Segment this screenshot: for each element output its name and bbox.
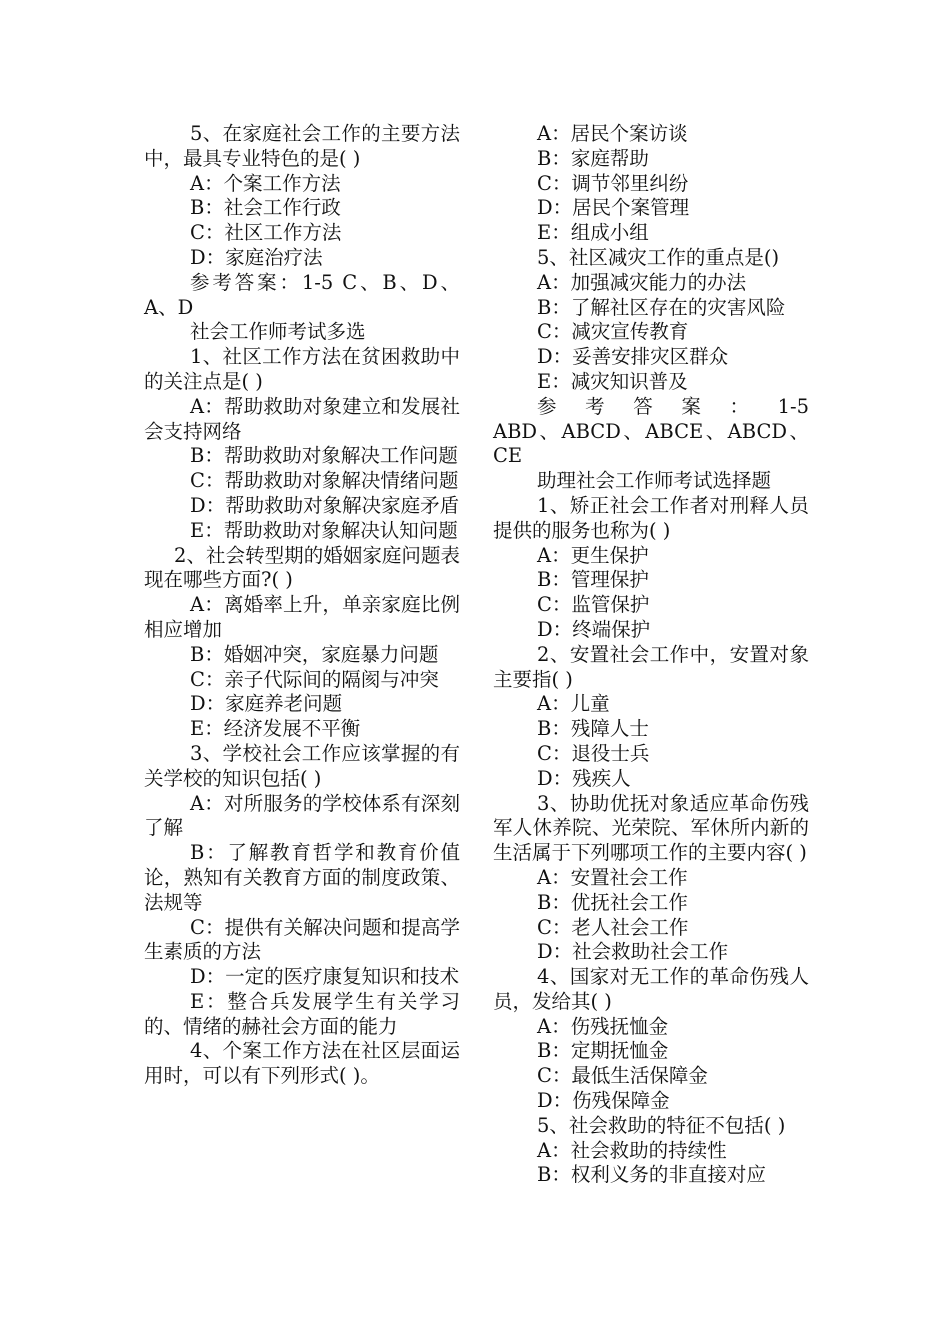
- left-column-paragraph: 1、社区工作方法在贫困救助中的关注点是( ): [144, 345, 460, 393]
- right-column-paragraph: 3、协助优抚对象适应革命伤残军人休养院、光荣院、军休所内新的生活属于下列哪项工作的主要内容( ): [493, 791, 809, 865]
- right-column-paragraph: A：儿童: [537, 692, 610, 716]
- left-column-paragraph: B：帮助救助对象解决工作问题: [190, 444, 458, 468]
- right-column-paragraph: E：减灾知识普及: [537, 369, 688, 393]
- right-column-paragraph: 2、安置社会工作中，安置对象主要指( ): [493, 642, 809, 691]
- left-column-paragraph: B：了解教育哲学和教育价值论，熟知有关教育方面的制度政策、法规等: [144, 841, 460, 914]
- right-column-paragraph: A：安置社会工作: [537, 865, 688, 889]
- left-column-paragraph: C：帮助救助对象解决情绪问题: [190, 469, 459, 493]
- left-column-paragraph: D：一定的医疗康复知识和技术: [190, 965, 460, 989]
- right-column-paragraph: 4、国家对无工作的革命伤残人员，发给其( ): [493, 965, 809, 1013]
- right-column-paragraph: A：伤残抚恤金: [537, 1014, 669, 1038]
- left-column-paragraph: A：个案工作方法: [190, 171, 341, 195]
- right-column-paragraph: B：优抚社会工作: [537, 890, 688, 914]
- left-column-paragraph: B：婚姻冲突，家庭暴力问题: [190, 642, 439, 666]
- right-column-paragraph: D：残疾人: [537, 766, 631, 790]
- left-column-paragraph: 4、个案工作方法在社区层面运用时，可以有下列形式( )。: [144, 1039, 460, 1088]
- left-column-paragraph: C：社区工作方法: [190, 221, 342, 245]
- left-column-paragraph: D：家庭治疗法: [190, 245, 323, 269]
- right-column-paragraph: D：社会救助社会工作: [537, 940, 729, 964]
- left-column-paragraph: E：整合兵发展学生有关学习的、情绪的赫社会方面的能力: [144, 989, 460, 1038]
- left-column-paragraph: 3、学校社会工作应该掌握的有关学校的知识包括( ): [144, 741, 460, 790]
- left-column-paragraph: C：亲子代际间的隔阂与冲突: [190, 667, 439, 691]
- right-column-paragraph: D：终端保护: [537, 617, 651, 641]
- right-column-paragraph: C：退役士兵: [537, 741, 650, 765]
- left-column-paragraph: 参考答案：1-5 C、B、D、A、D: [144, 270, 460, 319]
- right-column-paragraph: B：家庭帮助: [537, 146, 649, 170]
- right-column-paragraph: C：减灾宣传教育: [537, 320, 689, 344]
- left-column-paragraph: A：帮助救助对象建立和发展社会支持网络: [144, 394, 460, 443]
- left-column-paragraph: E：帮助救助对象解决认知问题: [190, 518, 458, 542]
- left-column-paragraph: 2、社会转型期的婚姻家庭问题表现在哪些方面?( ): [144, 543, 460, 592]
- right-column-paragraph: B：了解社区存在的灾害风险: [537, 295, 786, 319]
- left-column-paragraph: B：社会工作行政: [190, 196, 341, 220]
- right-column-paragraph: B：管理保护: [537, 568, 649, 592]
- right-column-paragraph: A：社会救助的持续性: [537, 1138, 727, 1162]
- right-column-paragraph: 5、社区减灾工作的重点是(): [537, 245, 780, 269]
- left-column-paragraph: 社会工作师考试多选: [190, 320, 366, 344]
- right-column-paragraph: 参考答案：1-5: [537, 394, 809, 418]
- right-column-paragraph: C：监管保护: [537, 593, 650, 617]
- right-column-paragraph: 5、社会救助的特征不包括( ): [537, 1113, 786, 1137]
- left-column-paragraph: C：提供有关解决问题和提高学生素质的方法: [144, 915, 460, 964]
- left-column-paragraph: 5、在家庭社会工作的主要方法中，最具专业特色的是( ): [144, 122, 460, 170]
- right-column-paragraph: 1、矫正社会工作者对刑释人员提供的服务也称为( ): [493, 493, 809, 542]
- right-column: [493, 122, 809, 1188]
- right-column-paragraph: A：居民个案访谈: [537, 122, 688, 145]
- right-column-paragraph: B：残障人士: [537, 717, 649, 741]
- left-column-paragraph: A：离婚率上升，单亲家庭比例相应增加: [144, 593, 460, 641]
- left-column-paragraph: D：帮助救助对象解决家庭矛盾: [190, 493, 460, 517]
- right-column-paragraph: C：最低生活保障金: [537, 1064, 708, 1088]
- left-column: [144, 122, 460, 1089]
- right-column-paragraph: E：组成小组: [537, 221, 649, 245]
- right-column-paragraph: D：妥善安排灾区群众: [537, 345, 729, 369]
- right-column-paragraph: B：权利义务的非直接对应: [537, 1163, 766, 1187]
- right-column-paragraph: D：居民个案管理: [537, 196, 690, 220]
- right-column-paragraph: ABD、ABCD、ABCE、ABCD、CE: [493, 419, 809, 468]
- left-column-paragraph: D：家庭养老问题: [190, 692, 343, 716]
- left-column-paragraph: E：经济发展不平衡: [190, 717, 361, 741]
- right-column-paragraph: C：调节邻里纠纷: [537, 171, 689, 195]
- right-column-paragraph: 助理社会工作师考试选择题: [537, 469, 772, 493]
- right-column-paragraph: C：老人社会工作: [537, 915, 689, 939]
- right-column-paragraph: D：伤残保障金: [537, 1089, 670, 1113]
- right-column-paragraph: B：定期抚恤金: [537, 1039, 669, 1063]
- right-column-paragraph: A：加强减灾能力的办法: [537, 270, 747, 294]
- right-column-paragraph: A：更生保护: [537, 543, 649, 567]
- left-column-paragraph: A：对所服务的学校体系有深刻了解: [144, 791, 460, 840]
